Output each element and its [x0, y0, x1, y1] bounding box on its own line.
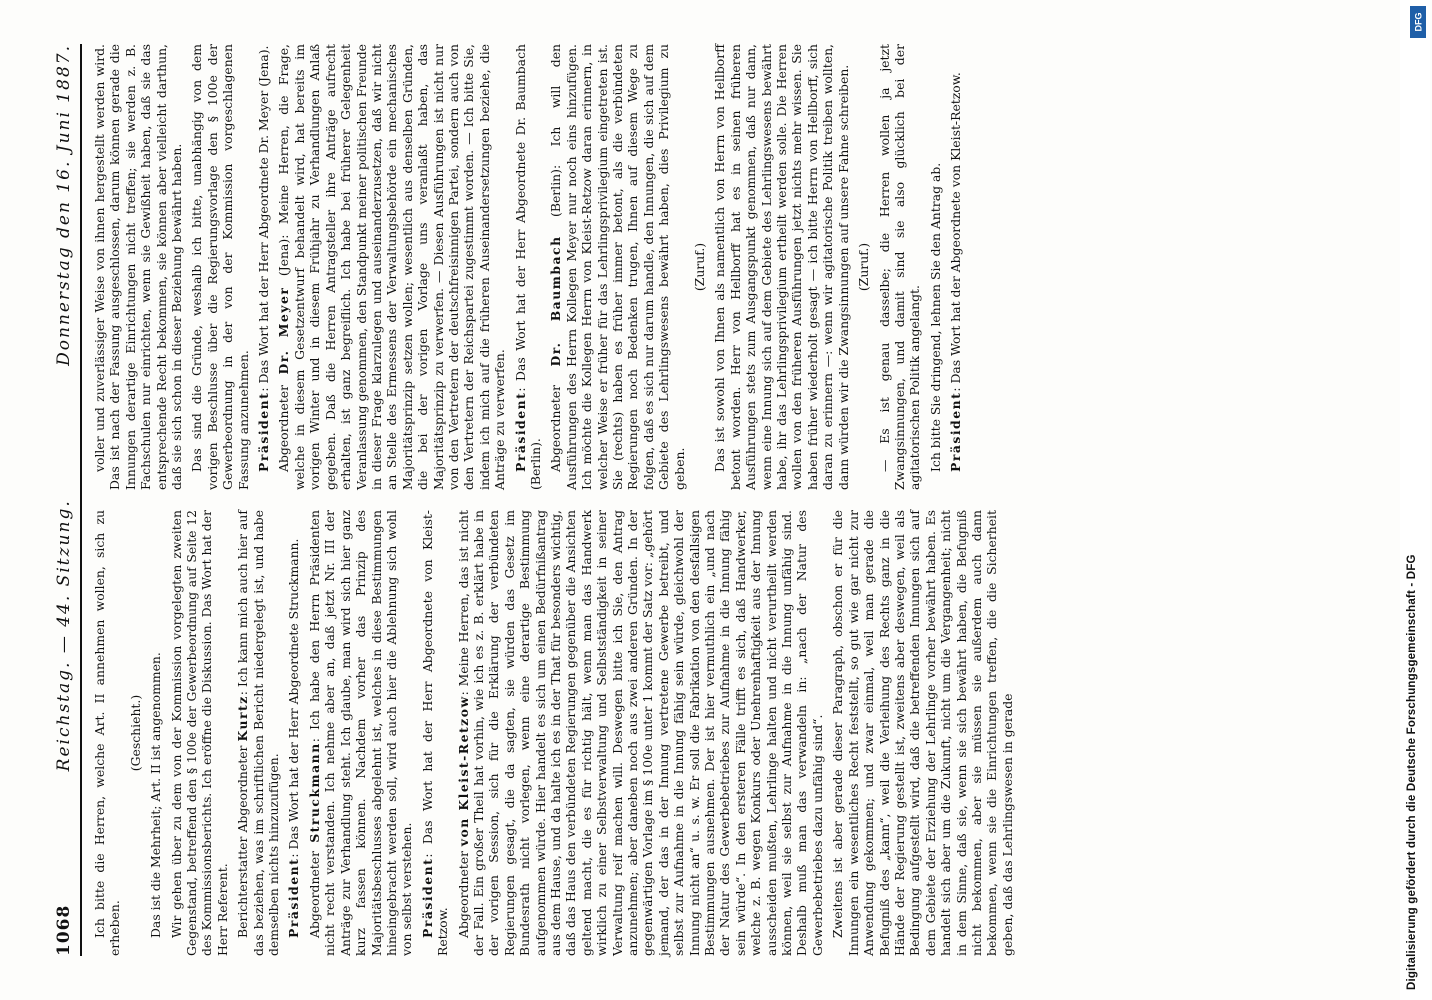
paragraph: — Es ist genau dasselbe; die Herren wollen ja jetzt Zwangsinnungen, und damit sind sie also glücklich bei der agitatorischen Politik angelangt. — [876, 44, 923, 490]
paragraph: Das sind die Gründe, weshalb ich bitte, unabhängig von dem vorigen Beschlusse über die Regierungsvorlage den § 100e der Gewerbeordnung in der von der Kommission vorgeschlagenen Fassung anzunehmen. — [189, 44, 251, 490]
speech-paragraph — [513, 44, 544, 490]
speech-paragraph — [948, 44, 963, 490]
speaker-name: Struckmann — [306, 742, 322, 843]
dfg-logo-icon: DFG — [1410, 6, 1426, 38]
speaker-name: Dr. Meyer — [276, 286, 292, 375]
speech-paragraph — [235, 510, 281, 956]
speech-text: : Das Wort hat der Herr Abgeordnete Dr. Meyer (Jena). — [256, 45, 272, 392]
speaker-name: von Kleist-Retzow — [455, 695, 471, 847]
speech-paragraph — [276, 44, 507, 490]
speaker-name: Präsident — [512, 391, 528, 472]
stage-direction: (Zuruf.) — [692, 242, 708, 292]
session-date: Donnerstag den 16. Juni 1887. — [54, 44, 74, 366]
speech-paragraph — [307, 510, 415, 956]
left-column — [92, 510, 1020, 956]
speech-text: : Das Wort hat der Abgeordnete von Kleist-Retzow. — [948, 72, 964, 392]
speaker-name: Kurtz — [235, 695, 251, 742]
speaker-name: Präsident — [286, 857, 302, 938]
session-title: Reichstag. — 44. Sitzung. — [54, 499, 74, 772]
speech-paragraph — [286, 510, 301, 956]
speech-text: : Ich kann mich auch hier auf das beziehen, was im schriftlichen Bericht niedergelegt ist, und habe demselben nichts hinzuzufügen. — [235, 510, 282, 956]
speaker-name: Präsident — [948, 391, 964, 472]
speech-paragraph — [420, 510, 451, 956]
stage-direction: (Geschieht.) — [127, 694, 143, 772]
speech-paragraph — [456, 510, 826, 956]
digitization-credit-strip — [1400, 0, 1430, 1000]
speech-text: : Das Wort hat der Herr Abgeordnete von Kleist-Retzow. — [419, 510, 451, 956]
speech-text: : Meine Herren, das ist nicht der Fall. Ein großer Theil hat vorhin, wie ich es z. B. erklärt habe in der vorigen Session, sich für die Erklärung der verbündeten Regierungen gesagt, die da sagten, sie würden das Gesetz im Bundesrath nicht vorlegen, wenn eine derartige Bestimmung aufgenommen würde. Hier handelt es sich um einen Bedürfnißantrag aus dem Hause, und da halte ich es in der That für besonders wichtig, daß das Haus den verbündeten Regierungen gegenüber die Ansichten geltend macht, die es für richtig hält, wenn man das Handwerk wirklich zu einer Selbstverwaltung und Selbstständigkeit in seiner Verwaltung reif machen will. Deswegen bitte ich Sie, den Antrag anzunehmen; aber daneben noch aus zwei anderen Gründen. In der gegenwärtigen Vorlage im § 100e unter 1 kommt der Satz vor: „gehört jemand, der das in der Innung vertretene Gewerbe betreibt, und selbst zur Aufnahme in die Innung fähig sein würde, gleichwohl der Innung nicht an“ u. s. w. Er soll die Fabrikation von den desfallsigen Bestimmungen ausnehmen. Der ist hier vermuthlich ein „und nach der Natur des Gewerbebetriebes zur Aufnahme in die Innung fähig sein würde“. In den ersteren Fälle trifft es sich, daß Handwerker, welche z. B. wegen Konkurs oder Unehrenhaftigkeit aus der Innung ausscheiden mußten, Lehrlinge halten und nicht verurtheilt werden können, weil sie selbst zur Aufnahme in die Innung unfähig sind. Deshalb muß man das verwandeln in: „nach der Natur des Gewerbebetriebes dazu unfähig sind“. — [455, 510, 825, 956]
speaker-name: Präsident — [419, 857, 435, 938]
paragraph: Das ist die Mehrheit; Art. II ist angenommen. — [148, 652, 164, 938]
paragraph: voller und zuverlässiger Weise von ihnen hergestellt werden wird. Das ist nach der Fassung ausgeschlossen, darum können gerade die Innungen derartige Einrichtungen nicht treffen; sie werden z. B. Fachschulen nur einrichten, wenn sie Gewißheit haben, daß sie das entsprechende Recht bekommen, sie können aber vielleicht darthun, daß sie sich schon in dieser Beziehung bewährt haben. — [92, 44, 185, 490]
speech-paragraph — [256, 44, 271, 490]
rotated-page-content — [40, 20, 1400, 980]
right-column — [92, 44, 1020, 490]
digitization-credit: Digitalisierung gefördert durch die Deutsche Forschungsgemeinschaft - DFG — [1406, 554, 1418, 990]
speech-text: (Berlin): Ich will den Ausführungen des Herrn Kollegen Meyer nur noch eins hinzufügen. Ich möchte die Kollegen Herrn von Kleist-Retzow daran erinnern, in welcher Weise er früher für das Lehrlingsprivilegium eingetreten ist. Sie (rechts) haben es früher immer betont, als die verbündeten Regierungen noch Bedenken trugen, Ihnen auf diesem Wege zu folgen, daß es sich nur darum handle, den Innungen, die sich auf dem Gebiete des Lehrlingswesens bewährt haben, dies Privilegium zu geben. — [548, 43, 687, 490]
speaker-role: Abgeordneter — [548, 366, 564, 472]
speaker-role: Berichterstatter Abgeordneter — [235, 741, 251, 938]
page-header — [54, 44, 82, 956]
paragraph: Ich bitte die Herren, welche Art. II annehmen wollen, sich zu erheben. — [92, 510, 123, 956]
paragraph: Zweitens ist aber gerade dieser Paragraph, obschon er für die Innungen ein wesentliches Recht feststellt, so gut wie gar nicht zur Anwendung gekommen; und zwar einmal, weil man gerade die Befugniß des „kann“, weil die Verleihung des Rechts ganz in die Hände der Regierung gestellt ist, zweitens aber deswegen, weil als Bedingung aufgestellt wird, daß die betreffenden Innungen sich auf dem Gebiete der Erziehung der Lehrlinge vorher bewährt haben. Es handelt sich aber um die Zukunft, nicht um die Vergangenheit; nicht in dem Sinne, daß sie, wenn sie sich bewährt haben, die Befugniß nicht bekommen, aber sie müssen sie außerdem auch dann bekommen, wenn sie die Einrichtungen treffen, die die Sicherheit geben, daß das Lehrlingswesen in gerade — [830, 510, 1015, 956]
paragraph: Das ist sowohl von Ihnen als namentlich von Herrn von Hellborff betont worden. Herr von Hellborff hat es in seinen früheren Ausführungen stets zum Ausgangspunkt genommen, daß nur dann, wenn eine Innung sich auf dem Gebiete des Lehrlingswesens bewährt habe, ihr das Lehrlingsprivilegium ertheilt werden solle. Die Herren wollen von den früheren Ausführungen jetzt nichts mehr wissen. Sie haben früher wiederholt gesagt — ich bitte Herrn von Hellborff, sich daran zu erinnern —: wenn wir agitatorische Politik treiben wollten, dann würden wir die Zwangsinnungen auf unsere Fahne schreiben. — [712, 44, 851, 490]
speaker-role: Abgeordneter — [306, 842, 322, 938]
paragraph: Ich bitte Sie dringend, lehnen Sie den Antrag ab. — [927, 162, 943, 472]
paragraph: Wir gehen über zu dem von der Kommission vorgelegten zweiten Gegenstand, betreffend den § 100e der Gewerbeordnung auf Seite 12 des Kommissionsberichts. Ich eröffne die Diskussion. Das Wort hat der Herr Referent. — [168, 510, 230, 956]
speech-text: (Jena): Meine Herren, die Frage, welche in diesem Gesetzentwurf behandelt wird, hat bereits im vorigen Winter und in diesem Frühjahr zu Verhandlungen Anlaß gegeben. Daß die Herren Antragsteller ihre Anträge aufrecht erhalten, ist ganz begreiflich. Ich habe bei früherer Gelegenheit Veranlassung genommen, den Standpunkt meiner politischen Freunde in dieser Frage klarzulegen und auseinanderzusetzen, daß wir nicht an Stelle des Ermessens der Verwaltungsbehörde ein mechanisches Majoritätsprinzip setzen wollen; wesentlich aus denselben Gründen, die bei der vorigen Vorlage uns veranlaßt haben, das Majoritätsprinzip zu verwerfen. — Diesen Ausführungen ist nicht nur von den Vertretern der deutschfreisinnigen Partei, sondern auch von den Vertretern der Reichspartei zugestimmt worden. — Ich bitte Sie, indem ich mich auf die früheren Auseinandersetzungen beziehe, die Anträge zu verwerfen. — [276, 44, 508, 490]
speaker-role: Abgeordneter — [455, 846, 471, 938]
page-number: 1068 — [54, 904, 74, 956]
speech-text: : Das Wort hat der Herr Abgeordnete Dr. Baumbach (Berlin). — [512, 44, 543, 490]
speaker-name: Dr. Baumbach — [548, 235, 564, 367]
stage-direction: (Zuruf.) — [856, 242, 872, 292]
speaker-name: Präsident — [256, 391, 272, 472]
speech-text: : Ich habe den Herrn Präsidenten nicht recht verstanden. Ich nehme aber an, daß jetzt Nr. III der Anträge zur Verhandlung steht. Ich glaube, man wird sich hier ganz kurz fassen können. Nachdem vorher das Prinzip des Majoritätsbeschlusses abgelehnt ist, welches in diese Bestimmungen hineingebracht werden soll, wird auch hier die Ablehnung sich wohl von selbst verstehen. — [306, 510, 415, 956]
speech-paragraph — [548, 44, 687, 490]
speech-text: : Das Wort hat der Herr Abgeordnete Struckmann. — [286, 538, 302, 858]
speaker-role: Abgeordneter — [276, 374, 292, 472]
